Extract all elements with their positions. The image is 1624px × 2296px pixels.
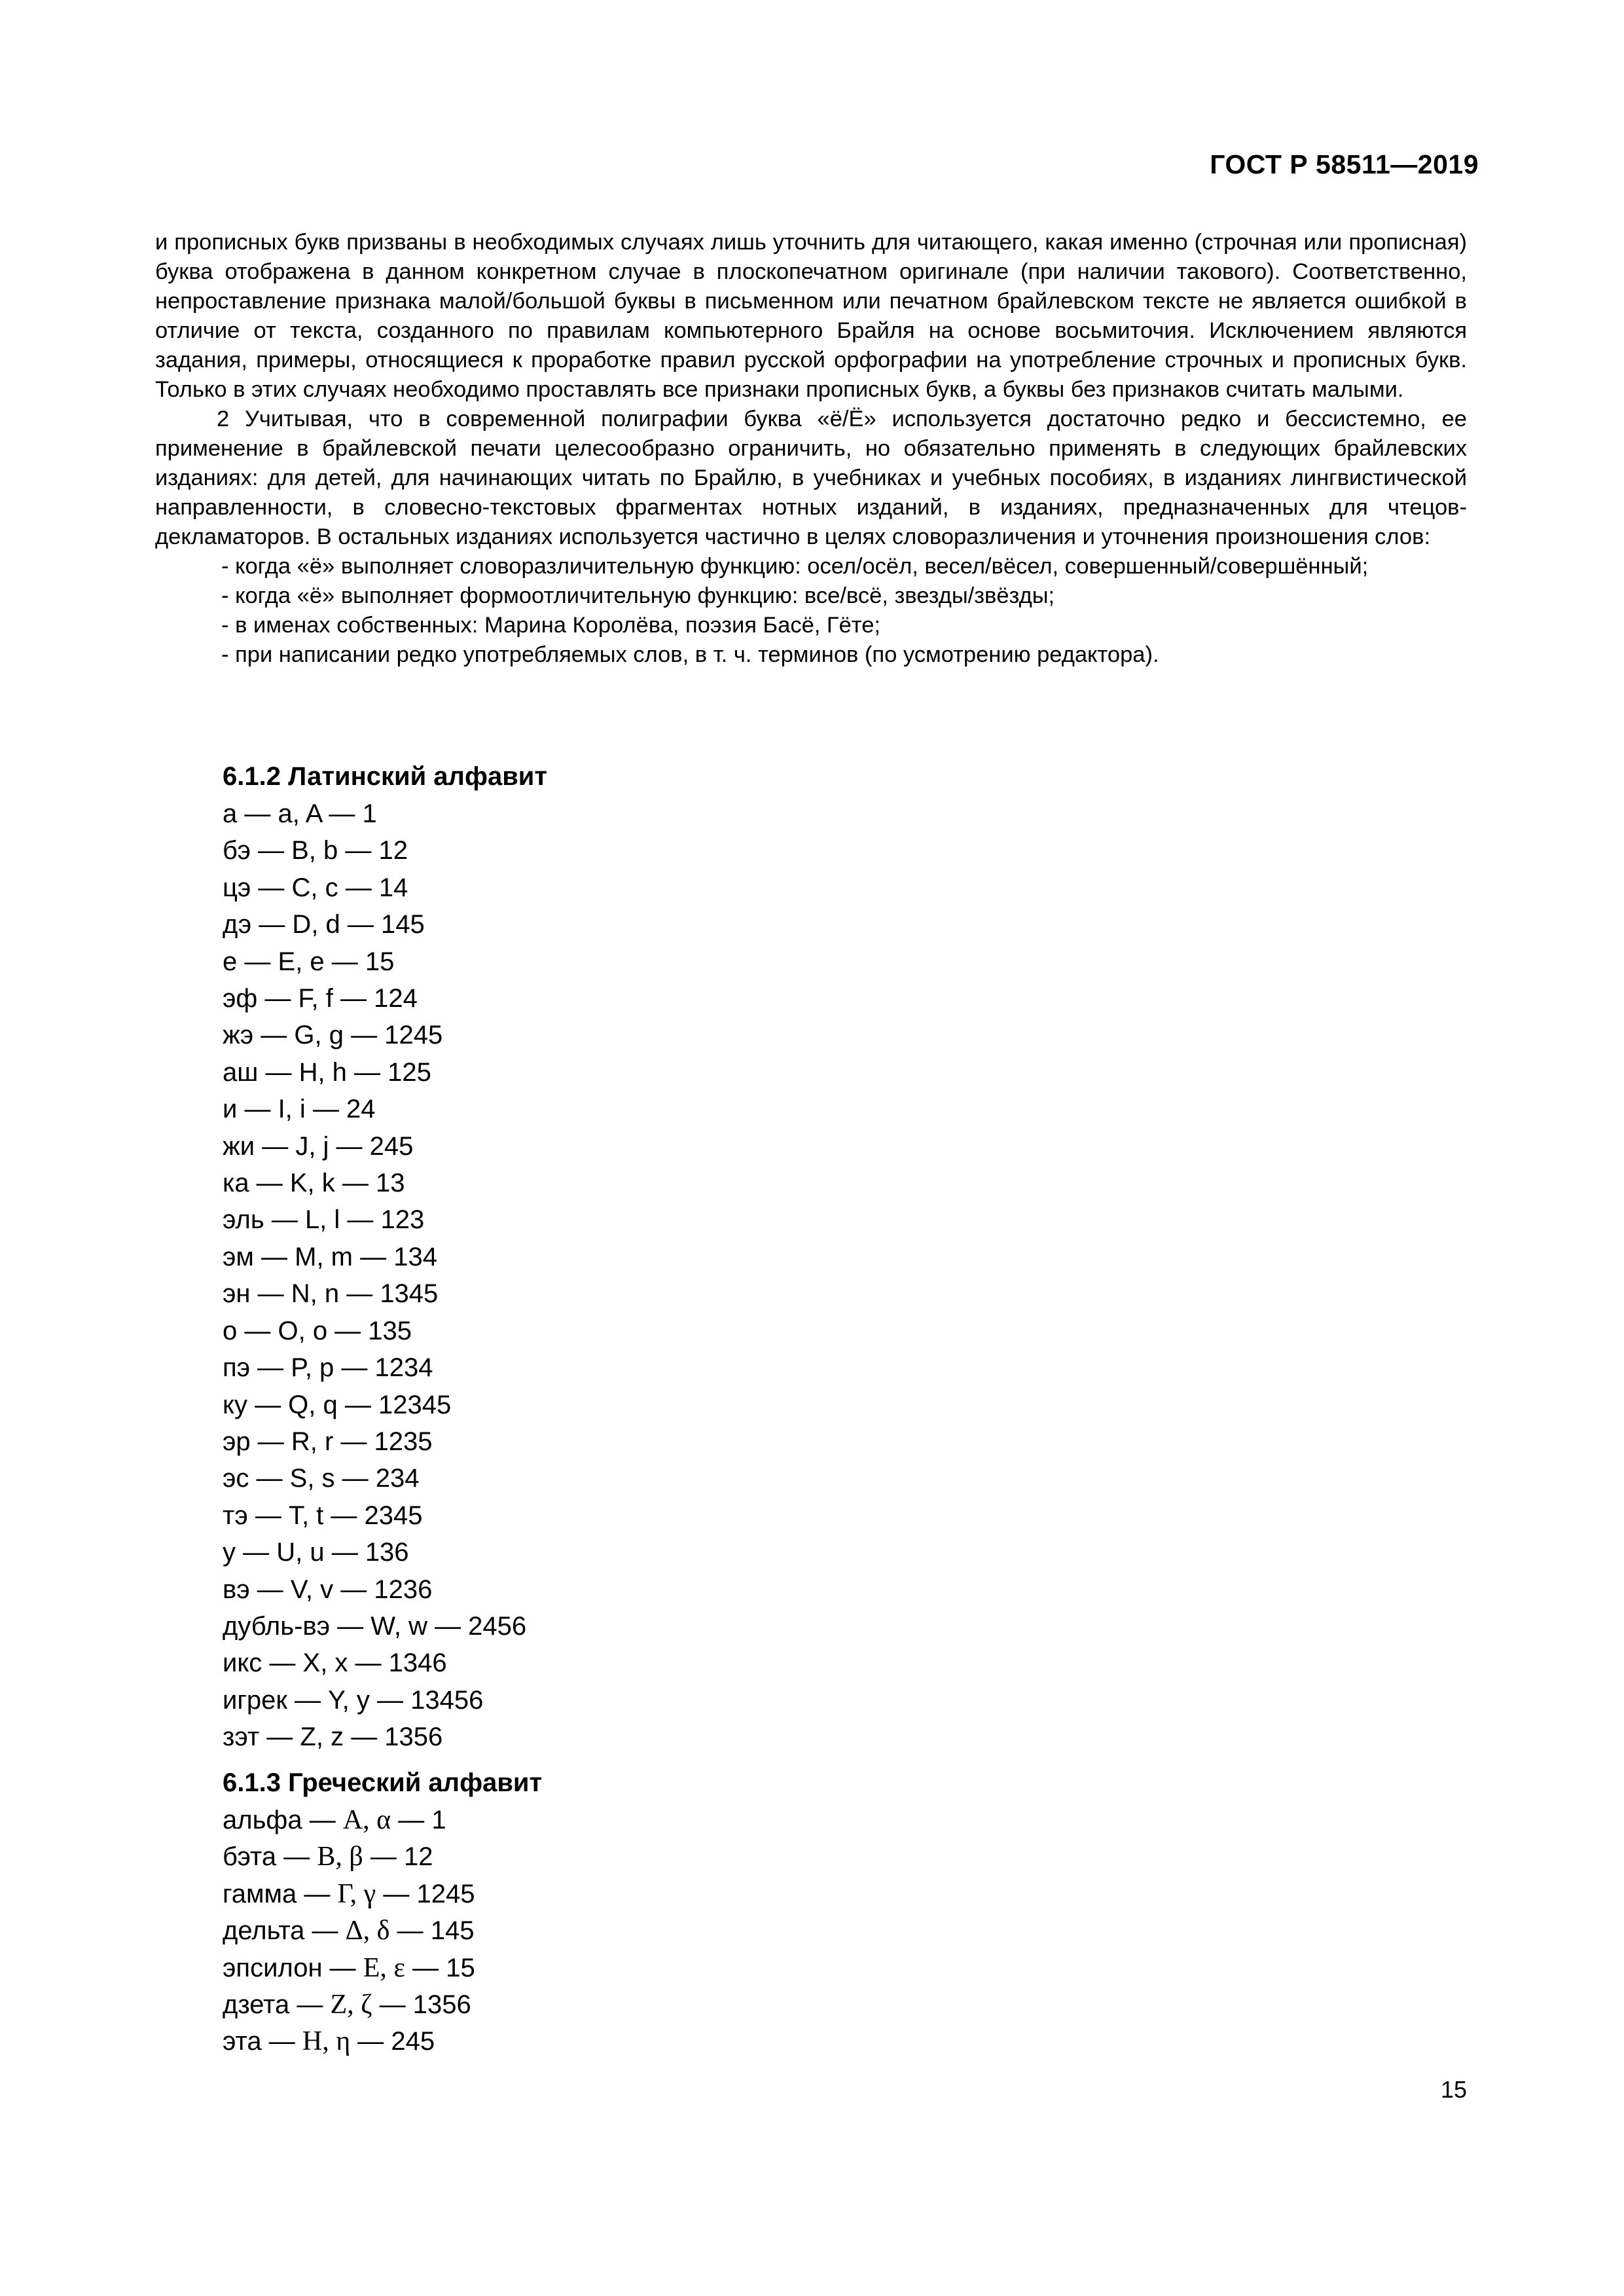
list-item: дубль-вэ — W, w — 2456	[223, 1611, 527, 1641]
latin-alphabet-list	[223, 795, 1270, 1756]
letter-name: эпсилон —	[223, 1953, 363, 1982]
list-item: зэт — Z, z — 1356	[223, 1722, 443, 1752]
braille-code: — 12	[363, 1842, 433, 1872]
list-item: игрек — Y, y — 13456	[223, 1685, 484, 1715]
list-item: е — E, e — 15	[223, 947, 395, 976]
list-item	[223, 1802, 1270, 1838]
list-item	[223, 1838, 1270, 1875]
body-text	[155, 228, 1467, 670]
list-item: эль — L, l — 123	[223, 1205, 425, 1235]
greek-letters: Η, η	[302, 2026, 351, 2057]
list-item: и — I, i — 24	[223, 1095, 376, 1124]
list-item: жэ — G, g — 1245	[223, 1021, 443, 1050]
letter-name: дельта —	[223, 1916, 346, 1946]
latin-alphabet-section	[223, 758, 1270, 1756]
list-item: о — O, o — 135	[223, 1316, 412, 1345]
greek-letters: Β, β	[317, 1842, 363, 1872]
greek-letters: Ζ, ζ	[330, 1990, 372, 2020]
letter-name: гамма —	[223, 1879, 338, 1908]
page-number: 15	[1440, 2076, 1467, 2103]
list-item	[223, 1986, 1270, 2023]
greek-letters: Δ, δ	[345, 1916, 390, 1946]
list-item: тэ — T, t — 2345	[223, 1501, 423, 1530]
list-item: жи — J, j — 245	[223, 1131, 414, 1161]
list-item	[223, 2023, 1270, 2060]
document-header: ГОСТ Р 58511—2019	[1210, 149, 1479, 179]
list-item	[223, 1876, 1270, 1912]
list-item: - в именах собственных: Марина Королёва, поэзия Басё, Гёте;	[221, 613, 880, 638]
list-item: пэ — P, p — 1234	[223, 1353, 433, 1383]
list-item: бэ — B, b — 12	[223, 836, 408, 866]
braille-code: — 145	[389, 1916, 475, 1946]
greek-alphabet-list	[223, 1802, 1270, 2060]
yo-usage-list	[155, 552, 1467, 670]
list-item: у — U, u — 136	[223, 1538, 409, 1567]
braille-code: — 1356	[372, 1990, 471, 2020]
greek-letters: Γ, γ	[337, 1878, 376, 1909]
section-title-latin: 6.1.2 Латинский алфавит	[223, 762, 547, 791]
list-item: - когда «ё» выполняет формоотличительную функцию: все/всё, звезды/звёзды;	[221, 583, 1055, 608]
list-item: - когда «ё» выполняет словоразличительную функцию: осел/осёл, весел/вёсел, совершенный/совершённый;	[221, 554, 1369, 579]
list-item: а — a, A — 1	[223, 799, 377, 828]
list-item: аш — H, h — 125	[223, 1057, 431, 1087]
list-item: эр — R, r — 1235	[223, 1427, 433, 1456]
section-title-greek: 6.1.3 Греческий алфавит	[223, 1768, 543, 1797]
paragraph-note-2: 2 Учитывая, что в современной полиграфии буква «ё/Ё» используется достаточно редко и бессистемно, ее применение в брайлевской печати целесообразно ограничить, но обязательно применять в следующих брайлевских изданиях: для детей, для начинающих читать по Брайлю, в учебниках и учебных пособиях, в изданиях лингвистической направленности, в словесно-текстовых фрагментах нотных изданий, в изданиях, предназначенных для чтецов-декламаторов. В остальных изданиях используется частично в целях словоразличения и уточнения произношения слов:	[155, 407, 1467, 549]
greek-letters: Α, α	[342, 1805, 391, 1835]
list-item	[223, 1912, 1270, 1949]
list-item: эс — S, s — 234	[223, 1464, 420, 1493]
letter-name: альфа —	[223, 1806, 343, 1834]
braille-code: — 1245	[376, 1879, 475, 1908]
paragraph-continuation: и прописных букв призваны в необходимых случаях лишь уточнить для читающего, какая именно (строчная или прописная) буква отображена в данном конкретном случае в плоскопечатном оригинале (при наличии такового). Соответственно, непроставление признака малой/большой буквы в письменном или печатном брайлевском тексте не является ошибкой в отличие от текста, созданного по правилам компьютерного Брайля на основе восьмиточия. Исключением являются задания, примеры, относящиеся к проработке правил русской орфографии на употребление строчных и прописных букв. Только в этих случаях необходимо проставлять все признаки прописных букв, а буквы без признаков считать малыми.	[155, 230, 1467, 402]
greek-alphabet-section	[223, 1764, 1270, 2060]
list-item: дэ — D, d — 145	[223, 910, 425, 939]
list-item	[223, 1950, 1270, 1986]
list-item: - при написании редко употребляемых слов, в т. ч. терминов (по усмотрению редактора).	[221, 642, 1159, 667]
letter-name: дзета —	[223, 1990, 331, 2020]
list-item: цэ — C, c — 14	[223, 873, 408, 902]
list-item: ка — K, k — 13	[223, 1169, 405, 1198]
letter-name: эта —	[223, 2027, 302, 2056]
braille-code: — 15	[405, 1953, 475, 1982]
list-item: эф — F, f — 124	[223, 984, 418, 1013]
list-item: ку — Q, q — 12345	[223, 1390, 452, 1419]
braille-code: — 245	[350, 2027, 435, 2056]
list-item: икс — X, x — 1346	[223, 1649, 447, 1678]
list-item: эн — N, n — 1345	[223, 1279, 439, 1309]
list-item: эм — M, m — 134	[223, 1242, 437, 1271]
letter-name: бэта —	[223, 1842, 317, 1872]
greek-letters: Ε, ε	[363, 1952, 406, 1983]
braille-code: — 1	[391, 1806, 446, 1834]
list-item: вэ — V, v — 1236	[223, 1575, 433, 1604]
